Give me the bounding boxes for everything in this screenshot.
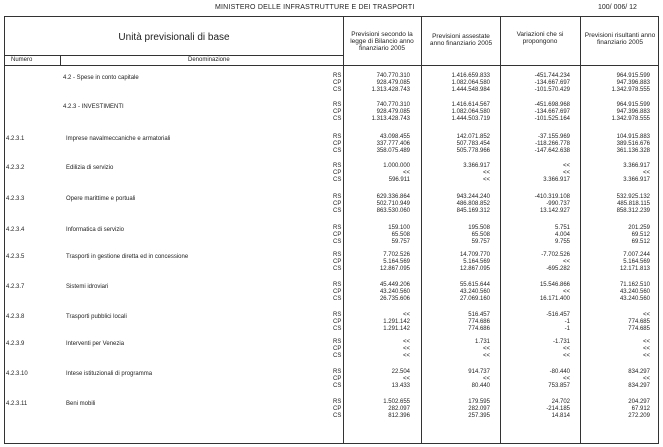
value: 1.731 [474,339,490,345]
value: << [642,376,650,382]
value-cell-3 [502,339,570,360]
value: 59.757 [391,239,410,245]
value: 24.702 [551,399,570,405]
value: 502.710.949 [376,201,410,207]
value: << [562,163,570,169]
value: -990.737 [546,201,570,207]
value: 204.297 [628,399,650,405]
value: << [402,353,410,359]
row-type: RS [333,225,342,231]
value: 5.751 [554,225,570,231]
value: 964.915.599 [616,102,650,108]
value: 22.504 [391,369,410,375]
value: 142.071.852 [456,134,490,140]
header-divider [4,55,343,56]
value: 596.911 [388,177,410,183]
value: << [562,170,570,176]
value: 928.479.085 [376,109,410,115]
value-cell-3 [502,399,570,420]
value: 257.395 [468,413,490,419]
value-cell-3 [502,102,570,123]
value: 55.615.644 [459,282,490,288]
row-code: 4.2.3.4 [6,227,25,233]
value-cell-3 [502,252,570,273]
value: 774.685 [628,326,650,332]
value: << [642,346,650,352]
row-code: 4.2.3.3 [6,196,25,202]
value: << [482,177,490,183]
value: 740.770.310 [376,102,410,108]
value-cell-1 [342,312,410,333]
value: -1 [564,326,570,332]
value: 4.004 [554,232,570,238]
value: 516.457 [468,312,490,318]
value: -101.525.164 [534,116,570,122]
row-type: CP [333,141,342,147]
row-type: CS [333,208,342,214]
row-type: CP [333,346,342,352]
value: -214.185 [546,406,570,412]
value-cell-2 [422,282,490,303]
value: -695.282 [546,266,570,272]
value: 14.709.770 [459,252,490,258]
table-row [0,225,663,249]
value: 1.342.978.555 [611,87,650,93]
value: 532.925.132 [616,194,650,200]
row-type: CS [333,177,342,183]
value: -134.667.697 [534,109,570,115]
value: 13.142.927 [539,208,570,214]
row-type: RS [333,102,342,108]
row-type: CS [333,383,342,389]
col-header-risultanti: Previsioni risultanti anno finanziario 2005 [584,32,656,46]
header-divider [4,65,659,66]
value: 1.313.428.743 [371,116,410,122]
value: -37.155.969 [537,134,570,140]
row-types [333,369,341,390]
value: 947.396.883 [616,109,650,115]
row-type: RS [333,399,342,405]
value-cell-3 [502,282,570,303]
value: << [482,376,490,382]
row-type: CS [333,148,342,154]
row-type: CP [333,319,342,325]
row-type: RS [333,73,342,79]
value: << [642,312,650,318]
value-cell-2 [422,339,490,360]
value-cell-1 [342,225,410,246]
value: 67.912 [631,406,650,412]
value: -516.457 [546,312,570,318]
value: 12.171.813 [619,266,650,272]
value: 3.366.917 [543,177,570,183]
row-code: 4.2.3.5 [6,254,25,260]
table-row [0,163,663,187]
row-type: CS [333,239,342,245]
row-type: CS [333,266,342,272]
value: 774.685 [628,319,650,325]
value: << [402,312,410,318]
value: 505.778.966 [456,148,490,154]
row-types [333,282,341,303]
value: 1.342.978.555 [611,116,650,122]
value-cell-4 [582,134,650,155]
value-cell-4 [582,225,650,246]
table-row [0,282,663,306]
row-description: 4.2.3 - INVESTIMENTI [63,104,124,110]
value: 834.297 [628,369,650,375]
value-cell-4 [582,369,650,390]
value-cell-3 [502,369,570,390]
value-cell-1 [342,73,410,94]
value: -451.744.234 [534,73,570,79]
value-cell-4 [582,194,650,215]
value: 159.100 [388,225,410,231]
row-code: 4.2.3.9 [6,341,25,347]
value: << [642,170,650,176]
table-row [0,339,663,363]
row-description: Interventi per Venezia [66,341,125,347]
value: 5.164.569 [383,259,410,265]
value-cell-3 [502,225,570,246]
row-type: CS [333,296,342,302]
value: 774.686 [468,326,490,332]
value: 507.783.454 [456,141,490,147]
value-cell-2 [422,73,490,94]
value: 27.069.160 [459,296,490,302]
row-description: Trasporti pubblici locali [66,314,127,320]
value: 65.508 [471,232,490,238]
row-type: CS [333,413,342,419]
value: 43.240.560 [619,289,650,295]
value-cell-4 [582,163,650,184]
numero-label: Numero [11,57,33,63]
unit-title: Unità previsionali di base [118,32,230,43]
value: 361.136.328 [616,148,650,154]
value-cell-2 [422,194,490,215]
value: -1.731 [552,339,570,345]
value-cell-2 [422,225,490,246]
value: << [642,353,650,359]
value: 1.313.428.743 [371,87,410,93]
row-description: Edilizia di servizio [66,165,114,171]
row-type: CS [333,87,342,93]
row-code: 4.2.3.10 [6,371,28,377]
value: 863.530.060 [376,208,410,214]
value: 12.867.095 [379,266,410,272]
value: 845.169.312 [456,208,490,214]
value: 282.097 [388,406,410,412]
value: 1.291.142 [383,326,410,332]
col-header-legge: Previsioni secondo la legge di Bilancio anno finanziario 2005 [350,31,414,52]
value: 69.512 [631,232,650,238]
value: << [482,170,490,176]
row-description: Imprese navalmeccaniche e armatoriali [66,136,171,142]
row-type: CP [333,201,342,207]
value: << [482,346,490,352]
value: 69.512 [631,239,650,245]
value: 5.164.569 [463,259,490,265]
value: << [562,259,570,265]
value: 43.240.560 [619,296,650,302]
row-types [333,339,341,360]
row-type: CP [333,109,342,115]
table-row [0,312,663,336]
value: 485.818.115 [617,201,650,207]
row-types [333,399,341,420]
value-cell-1 [342,102,410,123]
row-types [333,194,341,215]
row-code: 4.2.3.11 [6,401,28,407]
value: << [642,339,650,345]
value: 1.444.503.719 [451,116,490,122]
value: 59.757 [471,239,490,245]
value-cell-4 [582,252,650,273]
value-cell-4 [582,339,650,360]
value: -451.698.968 [534,102,570,108]
value: 1.416.614.567 [451,102,490,108]
value: 1.291.142 [383,319,410,325]
row-description: 4.2 - Spese in conto capitale [63,75,139,81]
row-types [333,163,341,184]
row-description: Beni mobili [66,401,96,407]
row-description: Opere marittime e portuali [66,196,136,202]
table-row [0,134,663,158]
value: 80.440 [471,383,490,389]
row-code: 4.2.3.2 [6,165,25,171]
value: 3.366.917 [463,163,490,169]
row-types [333,102,341,123]
value: 71.162.510 [619,282,650,288]
value-cell-3 [502,73,570,94]
value-cell-2 [422,399,490,420]
value-cell-2 [422,102,490,123]
value: 14.814 [551,413,570,419]
value-cell-1 [342,163,410,184]
row-code: 4.2.3.8 [6,314,25,320]
value-cell-1 [342,369,410,390]
value: << [402,346,410,352]
value: -80.440 [549,369,570,375]
value: << [562,376,570,382]
value: 947.396.883 [616,80,650,86]
value: -7.702.526 [541,252,570,258]
value: << [562,353,570,359]
value: 3.366.917 [623,177,650,183]
value: -147.642.638 [534,148,570,154]
value: 753.857 [548,383,570,389]
value: << [562,346,570,352]
value: 104.915.883 [616,134,650,140]
value: 282.097 [468,406,490,412]
row-type: CS [333,353,342,359]
value: 7.007.244 [623,252,650,258]
row-type: RS [333,134,342,140]
value: 812.396 [388,413,410,419]
row-types [333,312,341,333]
value: 358.075.489 [376,148,410,154]
value: 45.449.206 [379,282,410,288]
value: 7.702.526 [383,252,410,258]
value: << [402,170,410,176]
value-cell-4 [582,399,650,420]
row-type: CP [333,170,342,176]
value-cell-2 [422,163,490,184]
value: 65.508 [391,232,410,238]
row-type: RS [333,194,342,200]
table-row [0,399,663,423]
value-cell-2 [422,312,490,333]
value-cell-4 [582,102,650,123]
value-cell-1 [342,252,410,273]
row-type: CP [333,259,342,265]
value: 16.171.400 [539,296,570,302]
value-cell-1 [342,339,410,360]
page-header-title: MINISTERO DELLE INFRASTRUTTURE E DEI TRASPORTI [215,4,415,11]
row-type: CS [333,116,342,122]
row-type: RS [333,163,342,169]
value: 964.915.599 [616,73,650,79]
value: 9.755 [554,239,570,245]
row-types [333,73,341,94]
table-row [0,369,663,393]
value: 1.502.655 [383,399,410,405]
value-cell-4 [582,282,650,303]
row-type: RS [333,282,342,288]
value-cell-3 [502,312,570,333]
value-cell-1 [342,282,410,303]
value-cell-3 [502,163,570,184]
row-description: Informatica di servizio [66,227,125,233]
value-cell-2 [422,252,490,273]
value-cell-1 [342,399,410,420]
value: 43.240.560 [379,289,410,295]
value: -410.319.108 [534,194,570,200]
row-type: RS [333,369,342,375]
row-type: CP [333,80,342,86]
value: << [402,339,410,345]
row-code: 4.2.3.1 [6,136,25,142]
value-cell-3 [502,194,570,215]
col-header-variazioni: Variazioni che si propongono [516,31,564,45]
col-header-assestate: Previsioni assestate anno finanziario 2005 [429,33,493,47]
value: 195.508 [468,225,490,231]
value: -1 [564,319,570,325]
value: 629.336.864 [376,194,410,200]
value-cell-4 [582,312,650,333]
row-description: Sistemi idroviari [66,284,109,290]
value: 26.735.606 [379,296,410,302]
row-types [333,252,341,273]
table-row [0,73,663,97]
row-type: RS [333,312,342,318]
value-cell-2 [422,134,490,155]
value: 12.867.095 [459,266,490,272]
row-types [333,225,341,246]
row-type: RS [333,252,342,258]
numero-divider [60,55,61,65]
value: 389.516.676 [616,141,650,147]
row-type: CP [333,289,342,295]
row-code: 4.2.3.7 [6,284,25,290]
value-cell-2 [422,369,490,390]
table-row [0,102,663,126]
value: 3.366.917 [623,163,650,169]
row-type: CP [333,406,342,412]
table-row [0,194,663,218]
row-type: CP [333,376,342,382]
row-type: RS [333,339,342,345]
row-type: CS [333,326,342,332]
value-cell-4 [582,73,650,94]
value: 179.595 [468,399,490,405]
value: 1.082.064.580 [451,80,490,86]
row-description: Intese istituzionali di programma [66,371,153,377]
value: 834.297 [628,383,650,389]
denominazione-label: Denominazione [188,57,230,63]
value: 272.209 [628,413,650,419]
value: 43.240.560 [459,289,490,295]
value: 1.000.000 [383,163,410,169]
row-description: Trasporti in gestione diretta ed in concessione [66,254,189,260]
value: 43.098.455 [379,134,410,140]
value: 928.479.085 [376,80,410,86]
page-number: 100/ 006/ 12 [598,4,637,11]
row-type: CP [333,232,342,238]
value: -134.667.697 [534,80,570,86]
value: 1.444.548.984 [451,87,490,93]
value-cell-1 [342,194,410,215]
row-types [333,134,341,155]
value: 1.416.659.833 [451,73,490,79]
value: 15.546.866 [539,282,570,288]
value-cell-1 [342,134,410,155]
table-row [0,252,663,276]
value: 5.164.569 [623,259,650,265]
value: 774.686 [468,319,490,325]
value: 943.244.240 [456,194,490,200]
value: 486.808.852 [456,201,490,207]
value: << [402,376,410,382]
value: << [482,353,490,359]
value-cell-3 [502,134,570,155]
value: << [562,289,570,295]
value: 914.737 [468,369,490,375]
value: 337.777.406 [376,141,410,147]
value: 740.770.310 [376,73,410,79]
value: -101.570.429 [534,87,570,93]
value: 1.082.064.580 [451,109,490,115]
value: 858.312.239 [616,208,650,214]
value: 201.259 [628,225,650,231]
value: 13.433 [391,383,410,389]
value: -118.266.778 [535,141,570,147]
